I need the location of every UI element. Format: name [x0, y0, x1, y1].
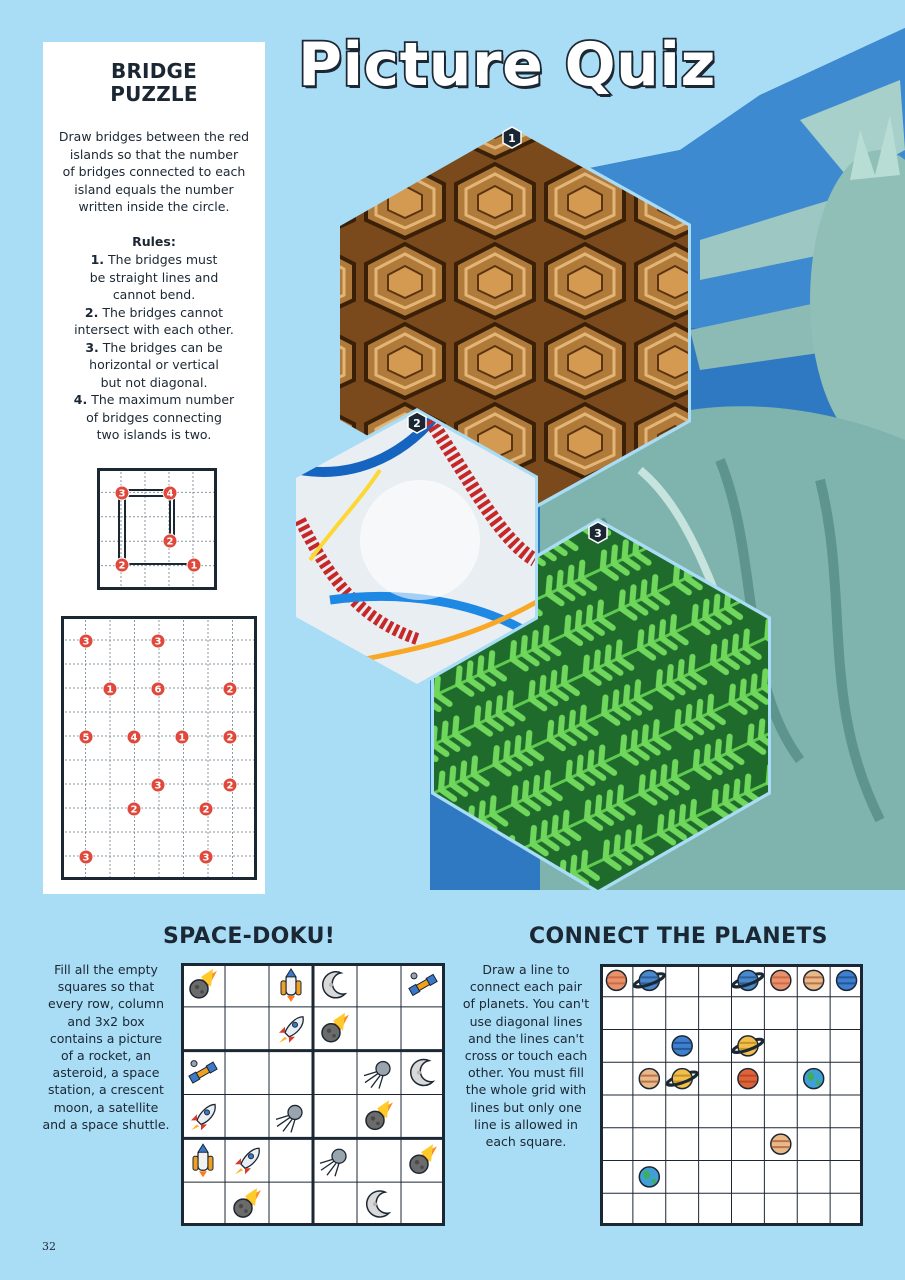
island-number: 3 [202, 852, 210, 864]
text-line: of planets. You can't [462, 996, 590, 1012]
rule-text: cannot bend. [112, 287, 196, 302]
text-line: contains a picture [49, 1030, 163, 1046]
bridge-instructions [43, 128, 265, 216]
mars-planet-icon [771, 970, 791, 990]
intro-line: of bridges connected to each [62, 164, 246, 179]
photo-badge-2-label: 2 [413, 417, 421, 430]
text-line: station, a crescent [48, 1082, 164, 1098]
island[interactable] [151, 778, 165, 792]
text-line: other. You must fill [468, 1065, 584, 1081]
text-line: the whole grid with [465, 1082, 587, 1098]
island[interactable] [199, 802, 213, 816]
rule-text: be straight lines and [89, 269, 219, 285]
rule-2 [43, 304, 265, 339]
text-line: and a space shuttle. [42, 1116, 170, 1132]
island[interactable] [223, 778, 237, 792]
island[interactable] [127, 802, 141, 816]
bridge-puzzle-grid [61, 616, 257, 880]
island[interactable] [151, 634, 165, 648]
rule-number: 4. [73, 392, 88, 407]
text-line: squares so that [57, 979, 155, 995]
photo-badge-1 [503, 127, 521, 148]
mars-planet-icon [606, 970, 626, 990]
intro-line: Draw bridges between the red [58, 129, 250, 144]
text-line: connect each pair [469, 979, 583, 995]
island-number: 6 [154, 684, 162, 696]
rule-text: two islands is two. [96, 427, 212, 442]
text-line: of a rocket, an [61, 1048, 151, 1064]
neptune-planet-icon [672, 1036, 692, 1056]
island[interactable] [223, 682, 237, 696]
bridge-puzzle-title [43, 60, 265, 106]
neptune-planet-icon [837, 970, 857, 990]
text-line: Fill all the empty [54, 962, 158, 977]
example-islands [115, 486, 201, 572]
island[interactable] [115, 486, 129, 500]
mars-red-planet-icon [738, 1069, 758, 1089]
island-number: 2 [118, 560, 126, 572]
text-line: and the lines can't [468, 1030, 584, 1046]
island-number: 3 [82, 852, 90, 864]
text-line: use diagonal lines [469, 1013, 583, 1029]
rule-text: The maximum number [87, 392, 235, 407]
island-number: 2 [226, 780, 234, 792]
rule-4 [43, 391, 265, 444]
island[interactable] [223, 730, 237, 744]
page-number: 32 [42, 1240, 56, 1253]
intro-line: island equals the number [74, 181, 234, 197]
jupiter-planet-icon [639, 1069, 659, 1089]
rule-text: of bridges connecting [86, 409, 222, 425]
bridge-example-grid [97, 468, 217, 590]
text-line: lines but only one [470, 1099, 582, 1115]
jupiter-planet-icon [804, 970, 824, 990]
island-number: 3 [154, 780, 162, 792]
rules-heading: Rules: [132, 234, 176, 249]
rule-text: The bridges must [104, 252, 218, 267]
intro-line: written inside the circle. [78, 199, 230, 214]
island-number: 4 [166, 488, 174, 500]
bridge-puzzle-panel [43, 42, 265, 894]
connect-planets-grid [600, 964, 863, 1226]
photo-badge-2 [408, 412, 426, 433]
island-number: 2 [226, 732, 234, 744]
rule-text: The bridges cannot [98, 304, 224, 320]
bridge-title-line-1: BRIDGE [111, 59, 197, 83]
island-number: 2 [130, 804, 138, 816]
intro-line: islands so that the number [69, 146, 239, 162]
text-line: Draw a line to [482, 962, 570, 977]
photo-badge-1-label: 1 [508, 132, 516, 145]
island[interactable] [79, 850, 93, 864]
island-number: 4 [130, 732, 138, 744]
island[interactable] [79, 634, 93, 648]
island-number: 3 [118, 488, 126, 500]
jupiter-planet-icon [771, 1134, 791, 1154]
puzzle-islands [79, 634, 237, 864]
island-number: 3 [154, 636, 162, 648]
island-number: 1 [106, 684, 114, 696]
text-line: line is allowed in [474, 1116, 578, 1132]
island[interactable] [199, 850, 213, 864]
rule-number: 1. [90, 252, 105, 267]
earth-planet-icon [639, 1167, 659, 1187]
photo-badge-3 [589, 522, 607, 543]
island[interactable] [103, 682, 117, 696]
island-number: 2 [226, 684, 234, 696]
island-number: 1 [178, 732, 186, 744]
rule-number: 2. [84, 304, 99, 320]
rule-text: intersect with each other. [74, 322, 234, 337]
space-doku-title: SPACE-DOKU! [163, 924, 336, 949]
earth-planet-icon [804, 1069, 824, 1089]
rules-list [43, 251, 265, 444]
photo-badge-3-label: 3 [594, 527, 602, 540]
island-number: 5 [82, 732, 90, 744]
text-line: and 3x2 box [67, 1013, 145, 1029]
bridge-title-line-2: PUZZLE [110, 82, 198, 106]
space-doku-instructions [36, 961, 176, 1133]
island[interactable] [187, 558, 201, 572]
text-line: moon, a satellite [53, 1099, 159, 1115]
text-line: cross or touch each [464, 1048, 588, 1064]
island-number: 2 [166, 536, 174, 548]
island[interactable] [151, 682, 165, 696]
island-number: 1 [190, 560, 198, 572]
connect-planets-title: CONNECT THE PLANETS [529, 924, 828, 949]
island[interactable] [163, 534, 177, 548]
island-number: 2 [202, 804, 210, 816]
rule-text: but not diagonal. [100, 374, 208, 390]
text-line: every row, column [48, 996, 164, 1012]
rule-text: The bridges can be [98, 339, 223, 355]
text-line: each square. [485, 1134, 567, 1150]
space-doku-grid [181, 963, 445, 1226]
picture-quiz-title: Picture Quiz [298, 30, 716, 100]
island-number: 3 [82, 636, 90, 648]
rule-1 [43, 251, 265, 304]
rule-number: 3. [85, 339, 99, 355]
connect-planets-instructions [456, 961, 596, 1150]
rule-text: horizontal or vertical [89, 357, 219, 372]
example-bridges [119, 490, 193, 564]
rule-3 [43, 339, 265, 392]
island[interactable] [127, 730, 141, 744]
island[interactable] [79, 730, 93, 744]
island[interactable] [115, 558, 129, 572]
text-line: asteroid, a space [52, 1065, 160, 1081]
island[interactable] [175, 730, 189, 744]
island[interactable] [163, 486, 177, 500]
